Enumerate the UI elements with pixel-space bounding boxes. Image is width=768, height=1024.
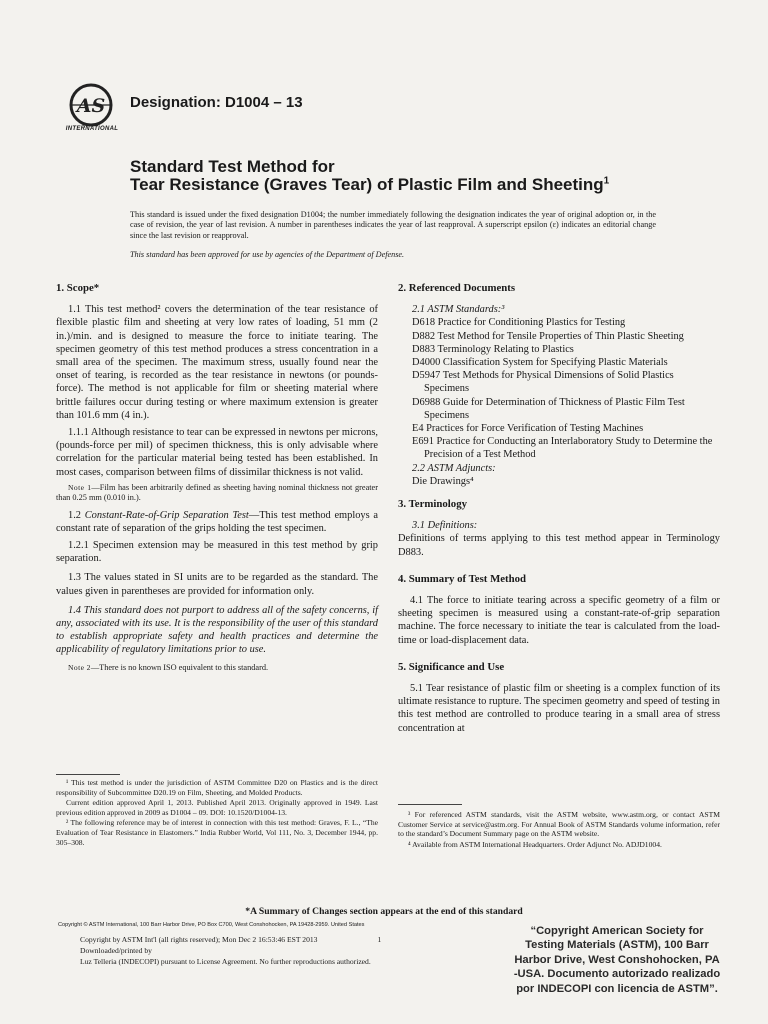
reference-item: D618 Practice for Conditioning Plastics for Testing — [412, 317, 626, 329]
footnote: ⁴ Available from ASTM International Headquarters. Order Adjunct No. ADJD1004. — [408, 839, 662, 849]
reference-item: D883 Terminology Relating to Plastics — [412, 343, 574, 355]
note-2-label: Note 2 — [68, 662, 91, 672]
stamp-line: por INDECOPI con licencia de ASTM”. — [516, 982, 718, 995]
significance-heading: 5. Significance and Use — [398, 660, 505, 673]
paragraph-1-2-num: 1.2 — [68, 509, 81, 521]
title-text: Tear Resistance (Graves Tear) of Plastic Film and Sheeting — [130, 175, 604, 194]
footnote: ³ For referenced ASTM standards, visit the ASTM website, www.astm.org, or contact ASTM Customer Service at service@astm.org. For Annual Book of ASTM Standards volume information, refer to the standard’s Document Summary page on the ASTM website. — [398, 810, 720, 839]
reference-item: D5947 Test Methods for Physical Dimensions of Solid Plastics Specimens — [412, 370, 674, 395]
terminology-heading: 3. Terminology — [398, 498, 467, 511]
footnotes-right — [398, 810, 720, 850]
paragraph-1-2-text: —This test method employs a constant rate of separation of the grips holding the test specimen. — [56, 509, 378, 534]
footnote-rule-right — [398, 804, 462, 805]
footnote-rule-left — [56, 774, 120, 775]
paragraph-1-4: 1.4 This standard does not purport to address all of the safety concerns, if any, associated with its use. It is the responsibility of the user of this standard to establish appropriate safety and health practices and determine the applicability of regulatory limitations prior to use. — [56, 604, 378, 656]
note-1-label: Note 1 — [68, 482, 92, 492]
title-footnote-mark: 1 — [603, 175, 610, 187]
left-column — [56, 282, 378, 678]
paragraph-1-2-1: 1.2.1 Specimen extension may be measured in this test method by grip separation. — [56, 540, 378, 565]
title-line-2 — [130, 175, 730, 195]
reference-item: D882 Test Method for Tensile Properties of Thin Plastic Sheeting — [412, 330, 684, 342]
reference-item: D4000 Classification System for Specifying Plastic Materials — [412, 357, 668, 369]
note-1-text: —Film has been arbitrarily defined as sheeting having nominal thickness not greater than 0.25 mm (0.010 in.). — [56, 482, 378, 503]
svg-text:AS: AS — [76, 95, 106, 117]
stamp-line: Harbor Drive, West Conshohocken, PA — [514, 953, 720, 966]
reference-item: E4 Practices for Force Verification of Testing Machines — [412, 423, 644, 435]
right-column — [398, 282, 720, 739]
reference-item: D6988 Guide for Determination of Thickness of Plastic Film Test Specimens — [412, 396, 685, 421]
paragraph-1-2-title: Constant-Rate-of-Grip Separation Test — [84, 509, 249, 521]
footnotes-left — [56, 778, 378, 848]
stamp-line: “Copyright American Society for — [530, 925, 704, 937]
license-block — [80, 934, 460, 967]
license-line-2: Downloaded/printed by — [80, 946, 152, 955]
astm-adjuncts-label: 2.2 ASTM Adjuncts: — [412, 462, 496, 474]
significance-text: 5.1 Tear resistance of plastic film or sheeting is a complex function of its ultimate resistance to rupture. The specimen geometry and speed of testing in this test method are controlled to produce tearing in a small area of stress concentration at — [398, 683, 720, 734]
terminology-text: Definitions of terms applying to this test method appear in Terminology D883. — [398, 533, 720, 558]
note-1 — [56, 483, 378, 504]
footnote: ² The following reference may be of interest in connection with this test method: Graves, F. L., “The Evaluation of Tear Resistance in Elastomers.” India Rubber World, Vol 111, No. 3, December 1944, pp. 305–308. — [56, 818, 378, 847]
issued-statement: This standard is issued under the fixed designation D1004; the number immediately following the designation indicates the year of original adoption or, in the case of revision, the year of last revision. A number in parentheses indicates the year of last reapproval. A superscript epsilon (ε) indicates an editorial change since the last revision or reapproval. — [130, 210, 656, 240]
paragraph-1-1: 1.1 This test method² covers the determination of the tear resistance of flexible plastic film and sheeting at very low rates of loading, 51 mm (2 in.)/min. and is designed to measure the force to initiate tearing. The specimen geometry of this test method produces a stress concentration in a small area of the specimen. The maximum stress, usually found near the onset of tearing, is recorded as the tear resistance in newtons (or pounds-force). The method is not applicable for film or sheeting material where brittle failures occur during testing or where maximum extension is greater than 101.6 mm (4 in.). — [56, 304, 378, 421]
summary-heading: 4. Summary of Test Method — [398, 572, 527, 585]
designation: Designation: D1004 – 13 — [130, 94, 303, 111]
indecopi-stamp — [502, 924, 732, 996]
page-number: 1 — [377, 935, 382, 944]
approved-statement: This standard has been approved for use by agencies of the Department of Defense. — [130, 250, 405, 259]
license-line-3: Luz Telleria (INDECOPI) pursuant to License Agreement. No further reproductions authorized. — [80, 957, 371, 966]
footnote: ¹ This test method is under the jurisdiction of ASTM Committee D20 on Plastics and is the direct responsibility of Subcommittee D20.19 on Film, Sheeting, and Molded Products. — [56, 778, 378, 797]
reference-item: E691 Practice for Conducting an Interlaboratory Study to Determine the Precision of a Test Method — [412, 436, 713, 461]
logo-caption: INTERNATIONAL — [65, 126, 119, 132]
referenced-heading: 2. Referenced Documents — [398, 282, 516, 294]
copyright-line: Copyright © ASTM International, 100 Barr Harbor Drive, PO Box C700, West Conshohocken, PA 19428-2959. United States — [58, 922, 365, 928]
summary-text: 4.1 The force to initiate tearing across a specific geometry of a film or sheeting specimen is measured using a constant-rate-of-grip separation machine. The force necessary to initiate the tear is calculated from the load-time or load-displacement data. — [398, 595, 720, 646]
paragraph-1-3: 1.3 The values stated in SI units are to be regarded as the standard. The values given in parentheses are provided for information only. — [56, 572, 378, 597]
paragraph-1-1-1: 1.1.1 Although resistance to tear can be expressed in newtons per microns, (pounds-force per mil) of specimen thickness, this is only advisable where correlation for the particular material being tested has been established. In most cases, comparison between films of dissimilar thickness is not valid. — [56, 427, 378, 478]
note-2-text: —There is no known ISO equivalent to this standard. — [90, 662, 269, 672]
paragraph-1-2 — [56, 509, 378, 535]
adjunct-item: Die Drawings⁴ — [412, 475, 474, 487]
astm-standards-label: 2.1 ASTM Standards:³ — [412, 304, 505, 316]
stamp-line: Testing Materials (ASTM), 100 Barr — [525, 939, 709, 952]
scope-heading: 1. Scope* — [56, 282, 100, 294]
license-line — [80, 934, 460, 945]
footnote: Current edition approved April 1, 2013. Published April 2013. Originally approved in 1949. Last previous edition approved in 2009 as D1004 – 09. DOI: 10.1520/D1004-13. — [56, 798, 378, 817]
summary-of-changes-note: *A Summary of Changes section appears at the end of this standard — [245, 906, 523, 917]
note-2 — [56, 663, 378, 673]
definitions-label: 3.1 Definitions: — [412, 520, 478, 532]
stamp-line: -USA. Documento autorizado realizado — [513, 968, 721, 981]
title-line-1: Standard Test Method for — [130, 157, 335, 176]
license-line-1: Copyright by ASTM Int'l (all rights reserved); Mon Dec 2 16:53:46 EST 2013 — [80, 935, 318, 944]
